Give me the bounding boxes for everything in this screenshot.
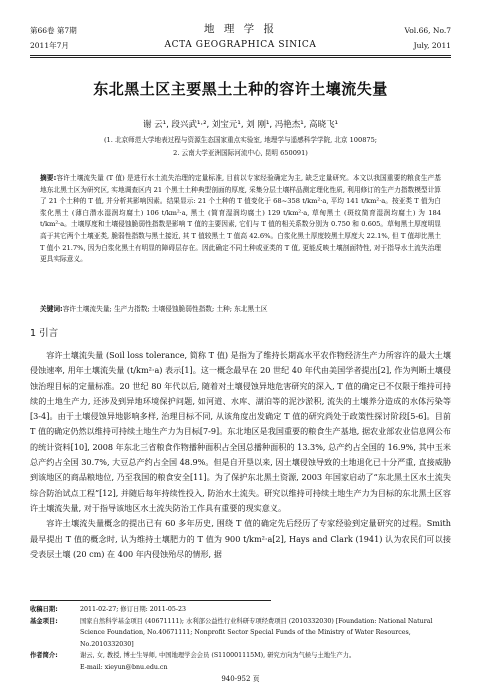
footnote-text: 2011-02-27; 修订日期: 2011-05-23 [80, 606, 187, 613]
footnote-label [30, 662, 80, 674]
header-rule-top [30, 55, 451, 56]
paragraph: 容许土壤流失量 (Soil loss tolerance, 简称 T 值) 是指为了维持长期高水平农作物经济生产力所容许的最大土壤侵蚀速率, 用年土壤流失量 (t/km²·a) 表示[1]。这一概念最早在 20 世纪 40 年代由美国学者提出[2], 作为判断土壤侵蚀治理目标的定量标准。20 世纪 80 年代以后, 随着对土壤侵蚀异地危害研究的深入, T 值的确定已不仅限于维持可持续的土地生产力, 还涉及到异地环境保护问题, 如河道、水库、湖泊等的泥沙淤积, 流失的土壤养分造成的水体污染等[3-4]。由于土壤侵蚀异地影响多样, 治理目标不同, 从该角度出发确定 T 值的研究尚处于政策性探讨阶段[5-6]。目前 T 值的确定仍然以维持可持续土地生产力为目标[7-9]。东北地区是我国重要的粮食生产基地, 据农业部农业信息网公布的统计资料[10], 2008 年东北三省粮食作物播种面积占全国总播种面积的 13.3%, 总产约占全国的 16.9%, 其中玉米总产约占全国 30.7%, 大豆总产约占全国 48.9%。但是自开垦以来, 因土壤侵蚀导致的土地退化已十分严重, 直接威胁到该地区的商品粮地位, 乃至我国的粮食安全[11]。为了保护东北黑土资源, 2003 年国家启动了“东北黑土区水土流失综合防治试点工程”[12], 并随后每年持续性投入, 防治水土流失。研究以维持可持续土地生产力为目标的东北黑土区容许土壤流失量, 对于指导该地区水土流失防治工作具有重要的现实意义。 [30, 350, 451, 513]
journal-title-cn: 地 理 学 报 [203, 23, 277, 35]
abstract-label: 摘要: [40, 174, 57, 182]
abstract-text: 容许土壤流失量 (T 值) 是进行水土流失治理的定量标准, 目前以专家经验确定为主, 缺乏定量研究。本文以我国重要的粮食生产基地东北黑土区为研究区, 实地调查区内 21 个黑土土种典型剖面的厚度, 采集分层土壤样品测定理化性质, 利用修订的生产力指数模型计算了 21 个土种的 T 值, 并分析其影响因素。结果显示: 21 个土种的 T 值变化于 68~358 t/km²·a, 平均 141 t/km²·a。按亚类 T 值为白浆化黑土 (薄白潜水湿润均腐土) 106 t/km²·a, 黑土 (简育湿润均腐土) 129 t/km²·a, 草甸黑土 (斑纹简育湿润均腐土) 为 184 t/km²·a。土壤厚度和土壤侵蚀脆弱性指数是影响 T 值的主要因素, 它们与 T 值的相关系数分别为 0.750 和 0.605。草甸黑土厚度明显高于其它两个土壤亚类, 脆弱性指数与黑土接近, 其 T 值较黑土 T 值高 42.6%。白浆化黑土厚度较黑土厚度大 22.1%, 但 T 值却比黑土 T 值小 21.7%, 因为白浆化黑土有明显的障碍层存在。因此确定不同土种或亚类的 T 值, 更能反映土壤剖面特性, 对于指导水土流失治理更具实际意义。 [40, 174, 441, 264]
journal-title-en: ACTA GEOGRAPHICA SINICA [164, 40, 317, 50]
footnote-email[interactable]: E-mail: xieyun@bnu.edu.cn [80, 663, 168, 671]
abstract [40, 173, 441, 266]
page-number: 940-952 页 [221, 675, 260, 683]
affiliation-1: (1. 北京师范大学地表过程与资源生态国家重点实验室, 地理学与遥感科学学院, 北京 100875; [103, 136, 378, 144]
footnote-text: 国家自然科学基金项目 (40671111); 水利部公益性行业科研专项经费项目 (201033203​0) [Foundation: National Natural Science Foundation, No.40671111; Nonprofit Sector Special Funds of the Ministry of Water Resources, No.201033203​0] [80, 617, 433, 648]
volume-cn: 第66卷 第7期 [30, 26, 77, 35]
date-cn: 2011年7月 [30, 41, 69, 50]
footnote-label: 收稿日期: [30, 606, 58, 613]
footnotes [30, 604, 451, 673]
footnote-row [30, 650, 451, 662]
footnote-row [30, 604, 451, 616]
footnote-text: 谢云, 女, 教授, 博士生导师, 中国地理学会会员 (S110001115M), 研究方向为气候与土地生产力。 [80, 652, 356, 659]
paragraph: 容许土壤流失量概念的提出已有 60 多年历史, 围绕 T 值的确定先后经历了专家经验到定量研究的过程。Smith 最早提出 T 值的概念时, 认为维持土壤肥力的 T 值为 900 t/km²·a[2], Hays and Clark (1941) 认为农民们可以接受表层土壤 (20 cm) 在 400 年内侵蚀殆尽的情形, 据 [30, 518, 451, 559]
footnote-row [30, 662, 451, 674]
keywords-label: 关键词: [40, 305, 63, 313]
footnote-rule [30, 600, 271, 601]
volume-en: Vol.66, No.7 [404, 26, 451, 35]
footnote-label: 基金项目: [30, 617, 58, 625]
section-heading: 1 引言 [30, 328, 59, 339]
paper-title: 东北黑土区主要黑土土种的容许土壤流失量 [93, 80, 388, 98]
date-en: July, 2011 [413, 41, 451, 50]
authors: 谢 云¹, 段兴武¹·², 刘宝元¹, 刘 刚¹, 冯艳杰¹, 高晓飞¹ [143, 120, 338, 130]
keywords-text: 容许土壤流失量; 生产力指数; 土壤侵蚀脆弱性指数; 土种; 东北黑土区 [62, 305, 268, 313]
footnote-row [30, 616, 451, 651]
keywords [40, 304, 441, 315]
footnote-label: 作者简介: [30, 652, 58, 659]
header-rule-bottom [30, 57, 451, 58]
body-text [30, 348, 451, 562]
affiliation-2: 2. 云南大学亚洲国际河流中心, 昆明 650091) [173, 149, 308, 157]
